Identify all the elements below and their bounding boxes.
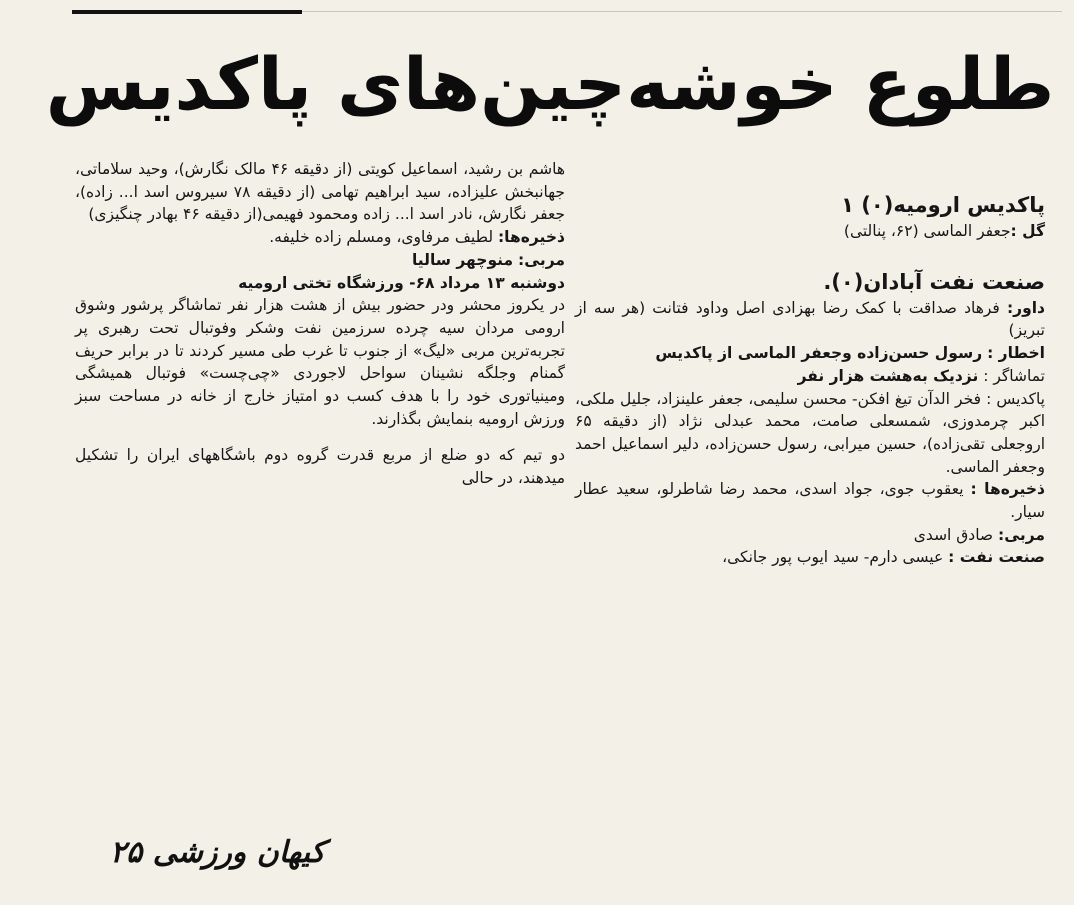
spectators — [575, 365, 1045, 388]
coach-left-label: مربی: — [518, 250, 565, 269]
team1-goal — [575, 220, 1045, 243]
coach-text: صادق اسدی — [913, 525, 994, 544]
naft-label: صنعت نفت : — [948, 548, 1045, 567]
article-paragraph-1: در یکروز محشر ودر حضور بیش از هشت هزار نفر تماشاگر پرشور وشوق ارومی مردان سیه چرده سرزمین نفت وشکر وفوتبال تحت رهبری پر تجربه‌ترین مربی «لیگ» از جنوب تا غرب طی مسیر کردند تا در برابر حریف گمنام وجلگه نشینان سواحل لاجوردی «چی‌چست» فوتبال همیشگی ومینیاتوری خود را با هدف کسب دو امتیاز خارج از خانه در مساحت سبز ورزش ارومیه بنمایش بگذارند. — [75, 296, 565, 428]
top-rule-thin — [302, 11, 1062, 12]
team2-title: صنعت نفت آبادان(۰). — [823, 269, 1045, 294]
dateline: دوشنبه ۱۳ مرداد ۶۸- ورزشگاه تختی ارومیه — [238, 273, 565, 292]
naft-lineup — [575, 546, 1045, 569]
pakdis-text: فخر الدآن تیغ افکن- محسن سلیمی، جعفر علینزاد، جلیل ملکی، اکبر چرمدوزی، شمسعلی صامت، محمد عبدلی نژاد (از دقیقه ۶۵ اروجعلی تقی‌زاده)، حسین میرابی، رسول حسن‌زاده، دلیر اسماعیل احمد وجعفر الماسی. — [575, 389, 1045, 476]
spectators-label: تماشاگر : — [983, 366, 1045, 385]
spectators-text: نزدیک به‌هشت هزار نفر — [797, 366, 979, 385]
lineup-continued: هاشم بن رشید، اسماعیل کویتی (از دقیقه ۴۶ مالک نگارش)، وحید سلاماتی، جهانبخش علیزاده، سید ابراهیم تهامی (از دقیقه ۷۸ سیروس اسد ا... زاده)، جعفر نگارش، نادر اسد ا... زاده ومحمود فهیمی(از دقیقه ۴۶ بهادر چنگیزی) — [75, 160, 566, 224]
left-column — [75, 158, 565, 490]
top-rule-thick — [72, 10, 302, 14]
article-paragraph-2: دو تیم که دو ضلع از مربع قدرت گروه دوم باشگاههای ایران را تشکیل میدهند، در حالی — [75, 446, 565, 488]
goal-text: جعفر الماسی (۶۲، پنالتی) — [843, 222, 1011, 240]
naft-text: عیسی دارم- سید ایوب پور جانکی، — [722, 548, 944, 567]
warnings-text: رسول حسن‌زاده وجعفر الماسی از پاکدیس — [655, 344, 983, 363]
reserves-left-text: لطیف مرفاوی، ومسلم زاده خلیفه. — [269, 228, 494, 247]
referee — [575, 297, 1045, 342]
publication-footer — [110, 818, 410, 888]
goal-label: گل : — [1010, 222, 1045, 240]
right-column — [575, 190, 1045, 569]
reserves-left-label: ذخیره‌ها: — [497, 228, 565, 247]
reserves-left — [75, 226, 565, 249]
coach-left — [75, 249, 565, 272]
referee-label: داور: — [1006, 298, 1045, 317]
issue-number: ۲۵ — [110, 835, 143, 870]
warnings-label: اخطار : — [987, 344, 1045, 363]
referee-text: فرهاد صداقت با کمک رضا بهزادی اصل وداود فتانت (هر سه از تبریز) — [575, 298, 1045, 340]
coach-left-text: منوچهر سالیا — [411, 250, 514, 269]
reserves — [575, 478, 1045, 523]
reserves-label: ذخیره‌ها : — [970, 480, 1045, 499]
coach-label: مربی: — [998, 525, 1045, 544]
pakdis-lineup — [575, 388, 1045, 479]
publication-name: کیهان ورزشی — [152, 835, 326, 870]
team1-title: پاکدیس ارومیه(۰) ۱ — [841, 193, 1045, 217]
paragraph-gap — [75, 430, 565, 444]
coach — [575, 524, 1045, 547]
headline: طلوع خوشه‌چین‌های پاکدیس — [45, 42, 1055, 126]
warnings — [575, 342, 1045, 365]
pakdis-label: پاکدیس : — [986, 389, 1045, 408]
reserves-text: یعقوب جوی، جواد اسدی، محمد رضا شاطرلو، سعید عطار سیار. — [575, 480, 1045, 522]
